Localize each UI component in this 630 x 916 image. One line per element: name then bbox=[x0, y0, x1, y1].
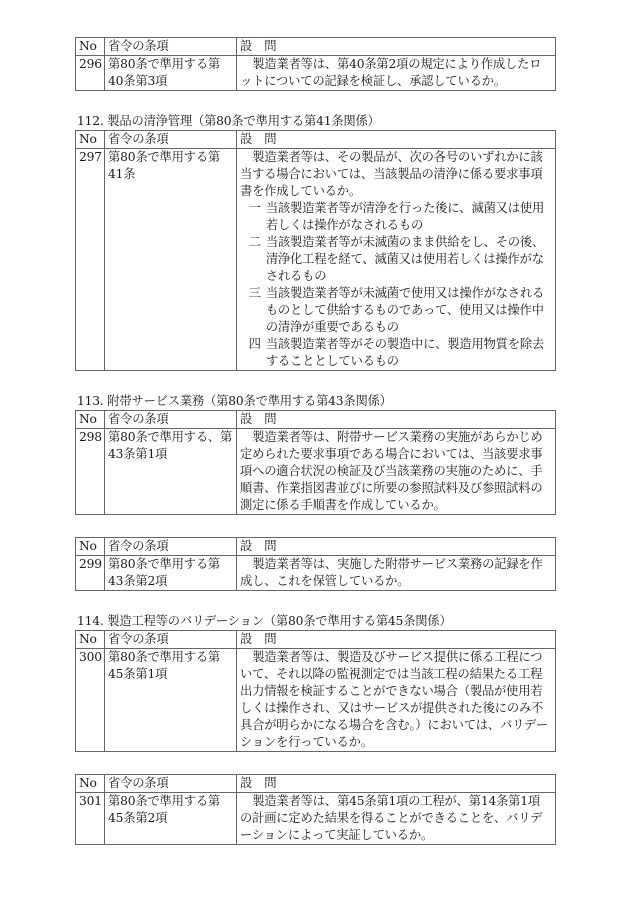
section-title-113: 113. 附帯サービス業務（第80条で準用する第43条関係） bbox=[77, 394, 392, 408]
row-question bbox=[237, 649, 556, 752]
row-question bbox=[237, 556, 556, 591]
row-question bbox=[237, 793, 556, 845]
row-no: 300 bbox=[76, 649, 105, 752]
row-clause: 第80条で準用する第43条第2項 bbox=[105, 556, 237, 591]
item-text: 当該製造業者等が未滅菌のまま供給をし、その後、清浄化工程を経て、滅菌又は使用若しくは操作がなされるもの bbox=[265, 235, 545, 283]
row-clause: 第80条で準用する第40条第3項 bbox=[105, 56, 237, 91]
item-text: 当該製造業者等がその製造中に、製造用物質を除去することとしているもの bbox=[265, 337, 545, 368]
row-no: 299 bbox=[76, 556, 105, 591]
table-header-row bbox=[76, 631, 556, 649]
list-item bbox=[240, 234, 552, 285]
item-number: 四 bbox=[248, 337, 261, 351]
question-table-298 bbox=[75, 410, 556, 515]
header-clause: 省令の条項 bbox=[105, 411, 237, 429]
header-clause: 省令の条項 bbox=[105, 131, 237, 149]
table-row bbox=[76, 429, 556, 515]
question-text: 製造業者等は、その製品が、次の各号のいずれかに該当する場合においては、当該製品の清浄に係る要求事項書を作成しているか。 bbox=[240, 150, 543, 198]
row-no: 298 bbox=[76, 429, 105, 515]
question-table-297 bbox=[75, 130, 556, 371]
header-question: 設 問 bbox=[237, 775, 556, 793]
header-no: No bbox=[76, 411, 105, 429]
row-no: 296 bbox=[76, 56, 105, 91]
header-clause: 省令の条項 bbox=[105, 38, 237, 56]
document-page bbox=[75, 37, 555, 845]
header-question: 設 問 bbox=[237, 538, 556, 556]
enumerated-items bbox=[240, 200, 552, 370]
table-header-row bbox=[76, 131, 556, 149]
row-clause: 第80条で準用する第45条第1項 bbox=[105, 649, 237, 752]
header-no: No bbox=[76, 131, 105, 149]
row-clause: 第80条で準用する第45条第2項 bbox=[105, 793, 237, 845]
table-row bbox=[76, 149, 556, 371]
row-question bbox=[237, 429, 556, 515]
header-clause: 省令の条項 bbox=[105, 631, 237, 649]
list-item bbox=[240, 200, 552, 234]
table-row bbox=[76, 649, 556, 752]
question-text: 製造業者等は、製造及びサービス提供に係る工程について、それ以降の監視測定では当該工程の結果たる工程出力情報を検証することができない場合（製品が使用若しくは操作され、又はサービスが提供された後にのみ不具合が明らかになる場合を含む。）においては、バリデーションを行っているか。 bbox=[240, 650, 549, 749]
item-text: 当該製造業者等が清浄を行った後に、滅菌又は使用若しくは操作がなされるもの bbox=[265, 201, 545, 232]
header-no: No bbox=[76, 631, 105, 649]
header-clause: 省令の条項 bbox=[105, 538, 237, 556]
table-row bbox=[76, 56, 556, 91]
table-header-row bbox=[76, 38, 556, 56]
header-question: 設 問 bbox=[237, 631, 556, 649]
table-row bbox=[76, 556, 556, 591]
table-row bbox=[76, 793, 556, 845]
question-table-296 bbox=[75, 37, 556, 91]
item-number: 一 bbox=[248, 201, 261, 215]
header-question: 設 問 bbox=[237, 411, 556, 429]
question-table-300 bbox=[75, 630, 556, 752]
section-title-114: 114. 製造工程等のバリデーション（第80条で準用する第45条関係） bbox=[77, 614, 452, 628]
question-table-299 bbox=[75, 537, 556, 591]
header-question: 設 問 bbox=[237, 38, 556, 56]
list-item bbox=[240, 336, 552, 370]
item-number: 二 bbox=[248, 235, 261, 249]
row-question bbox=[237, 149, 556, 371]
header-clause: 省令の条項 bbox=[105, 775, 237, 793]
item-number: 三 bbox=[248, 286, 261, 300]
header-no: No bbox=[76, 775, 105, 793]
header-no: No bbox=[76, 38, 105, 56]
row-question bbox=[237, 56, 556, 91]
table-header-row bbox=[76, 411, 556, 429]
question-text: 製造業者等は、附帯サービス業務の実施があらかじめ定められた要求事項である場合においては、当該要求事項への適合状況の検証及び当該業務の実施のために、手順書、作業指図書並びに所要の参照試料及び参照試料の測定に係る手順書を作成しているか。 bbox=[240, 430, 543, 512]
row-clause: 第80条で準用する、第43条第1項 bbox=[105, 429, 237, 515]
row-clause: 第80条で準用する第41条 bbox=[105, 149, 237, 371]
question-text: 製造業者等は、第45条第1項の工程が、第14条第1項の計画に定めた結果を得ることができることを、バリデーションによって実証しているか。 bbox=[240, 794, 543, 842]
header-no: No bbox=[76, 538, 105, 556]
row-no: 301 bbox=[76, 793, 105, 845]
item-text: 当該製造業者等が未滅菌で使用又は操作がなされるものとして供給するものであって、使用又は操作中の清浄が重要であるもの bbox=[265, 286, 545, 334]
question-table-301 bbox=[75, 774, 556, 845]
section-title-112: 112. 製品の清浄管理（第80条で準用する第41条関係） bbox=[77, 114, 380, 128]
question-text: 製造業者等は、実施した附帯サービス業務の記録を作成し、これを保管しているか。 bbox=[240, 557, 543, 588]
header-question: 設 問 bbox=[237, 131, 556, 149]
table-header-row bbox=[76, 775, 556, 793]
row-no: 297 bbox=[76, 149, 105, 371]
question-text: 製造業者等は、第40条第2項の規定により作成したロットについての記録を検証し、承認しているか。 bbox=[240, 57, 542, 88]
list-item bbox=[240, 285, 552, 336]
table-header-row bbox=[76, 538, 556, 556]
